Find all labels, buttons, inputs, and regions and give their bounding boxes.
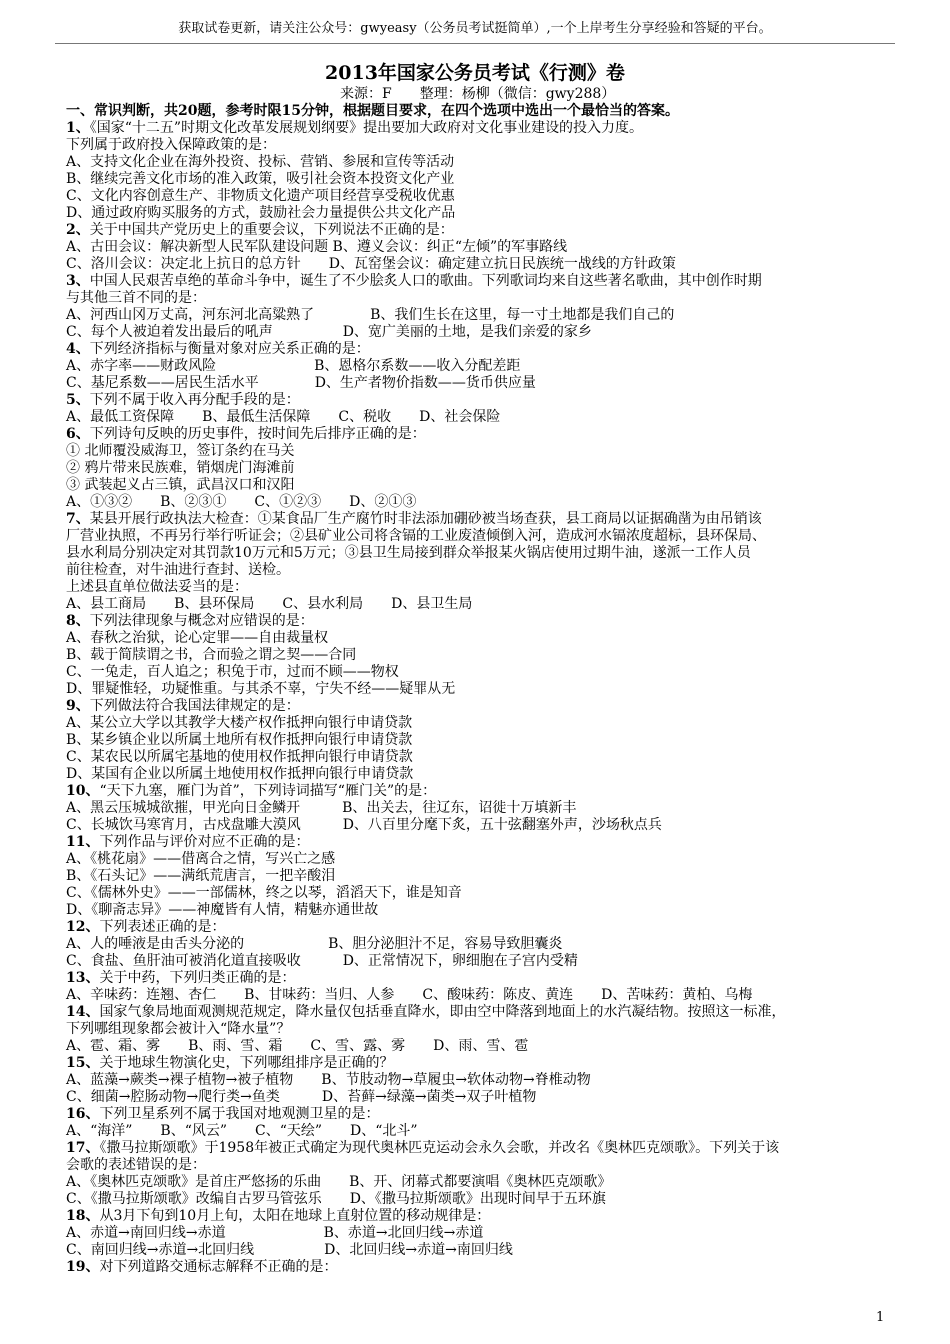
line-text: C、南回归线→赤道→北回归线 D、北回归线→赤道→南回归线 xyxy=(66,1242,513,1258)
line-text: 会歌的表述错误的是： xyxy=(66,1157,206,1173)
option-line xyxy=(66,766,896,783)
question-number: 8、 xyxy=(66,613,90,629)
line-text: A、黑云压城城欲摧，甲光向日金鳞开 B、出关去，往辽东，诏徙十万填新丰 xyxy=(66,800,577,816)
question-number: 15、 xyxy=(66,1055,100,1071)
option-line xyxy=(66,885,896,902)
question-line xyxy=(66,1004,896,1021)
option-line xyxy=(66,749,896,766)
header-note: 获取试卷更新，请关注公众号：gwyeasy（公务员考试挺简单）,一个上岸考生分享经验和答疑的平台。 xyxy=(178,21,772,36)
line-text: D、某国有企业以所属土地使用权作抵押向银行申请贷款 xyxy=(66,766,414,782)
option-line xyxy=(66,358,896,375)
line-text: C、长城饮马寒宵月，古戍盘雕大漠风 D、八百里分麾下炙，五十弦翻塞外声，沙场秋点兵 xyxy=(66,817,662,833)
line-text: 下列诗句反映的历史事件，按时间先后排序正确的是： xyxy=(89,426,426,442)
line-text: ③ 武装起义占三镇，武昌汉口和汉阳 xyxy=(66,477,295,493)
option-line xyxy=(66,171,896,188)
question-number: 1、 xyxy=(66,120,90,136)
option-line xyxy=(66,256,896,273)
option-line xyxy=(66,460,896,477)
line-text: 下列不属于收入再分配手段的是： xyxy=(89,392,300,408)
question-line xyxy=(66,273,896,290)
line-text: A、《桃花扇》——借离合之情，写兴亡之感 xyxy=(66,851,336,867)
question-number: 13、 xyxy=(66,970,100,986)
option-line xyxy=(66,324,896,341)
header-divider xyxy=(55,43,895,44)
question-number: 12、 xyxy=(66,919,100,935)
line-text: 关于中国共产党历史上的重要会议，下列说法不正确的是： xyxy=(89,222,454,238)
option-line xyxy=(66,375,896,392)
line-text: C、基尼系数——居民生活水平 D、生产者物价指数——货币供应量 xyxy=(66,375,536,391)
question-line xyxy=(66,511,896,528)
line-text: 某县开展行政执法大检查：①某食品厂生产腐竹时非法添加硼砂被当场查获，县工商局以证据确凿为由吊销该 xyxy=(89,511,762,527)
line-text: C、食盐、鱼肝油可被消化道直接吸收 D、正常情况下，卵细胞在子宫内受精 xyxy=(66,953,578,969)
line-text: 下列做法符合我国法律规定的是： xyxy=(89,698,300,714)
question-number: 17、 xyxy=(66,1140,100,1156)
question-line xyxy=(66,698,896,715)
line-text: 县水利局分别决定对其罚款10万元和5万元；③县卫生局接到群众举报某火锅店使用过期牛油，遂派一工作人员 xyxy=(66,545,751,561)
option-line xyxy=(66,630,896,647)
line-text: ① 北师覆没威海卫，签订条约在马关 xyxy=(66,443,295,459)
option-line xyxy=(66,154,896,171)
line-text: 下列哪组现象都会被计入“降水量”？ xyxy=(66,1021,291,1037)
line-text: A、河西山冈万丈高，河东河北高粱熟了 B、我们生长在这里，每一寸土地都是我们自己的 xyxy=(66,307,675,323)
line-text: A、支持文化企业在海外投资、投标、营销、参展和宣传等活动 xyxy=(66,154,455,170)
line-text: 下列经济指标与衡量对象对应关系正确的是： xyxy=(89,341,370,357)
line-text: 《撒马拉斯颂歌》于1958年被正式确定为现代奥林匹克运动会永久会歌，并改名《奥林匹克颂歌》。下列关于该 xyxy=(99,1140,780,1156)
line-text: C、《儒林外史》——一部儒林，终之以琴，滔滔天下，谁是知音 xyxy=(66,885,462,901)
question-line xyxy=(66,341,896,358)
option-line xyxy=(66,205,896,222)
line-text: 关于中药，下列归类正确的是： xyxy=(99,970,296,986)
option-line xyxy=(66,1072,896,1089)
question-line xyxy=(66,1259,896,1276)
option-line xyxy=(66,409,896,426)
question-number: 11、 xyxy=(66,834,100,850)
question-line xyxy=(66,613,896,630)
page-number: 1 xyxy=(876,1310,885,1325)
line-text: A、春秋之治狱，论心定罪——自由裁量权 xyxy=(66,630,329,646)
line-text: C、某农民以所属宅基地的使用权作抵押向银行申请贷款 xyxy=(66,749,413,765)
option-line xyxy=(66,817,896,834)
line-text: 《国家“十二五”时期文化改革发展规划纲要》提出要加大政府对文化事业建设的投入力度。 xyxy=(89,120,644,136)
option-line xyxy=(66,477,896,494)
question-number: 14、 xyxy=(66,1004,100,1020)
option-line xyxy=(66,239,896,256)
line-text: A、雹、霜、雾 B、雨、雪、霜 C、雪、露、雾 D、雨、雪、雹 xyxy=(66,1038,529,1054)
line-text: 中国人民艰苦卓绝的革命斗争中，诞生了不少脍炙人口的歌曲。下列歌词均来自这些著名歌曲，其中创作时期 xyxy=(89,273,762,289)
option-line xyxy=(66,1242,896,1259)
line-text: 国家气象局地面观测规范规定，降水量仅包括垂直降水，即由空中降落到地面上的水汽凝结物。按照这一标准， xyxy=(99,1004,786,1020)
option-line xyxy=(66,953,896,970)
line-text: A、辛味药：连翘、杏仁 B、甘味药：当归、人参 C、酸味药：陈皮、黄连 D、苦味药：黄柏、乌梅 xyxy=(66,987,753,1003)
line-text: C、一兔走，百人追之；积兔于市，过而不顾——物权 xyxy=(66,664,399,680)
question-line xyxy=(66,1140,896,1157)
option-line xyxy=(66,562,896,579)
question-line xyxy=(66,1106,896,1123)
question-number: 6、 xyxy=(66,426,90,442)
option-line xyxy=(66,579,896,596)
line-text: A、人的唾液是由舌头分泌的 B、胆分泌胆汁不足，容易导致胆囊炎 xyxy=(66,936,563,952)
line-text: A、①③② B、②③① C、①②③ D、②①③ xyxy=(66,494,417,510)
option-line xyxy=(66,1174,896,1191)
option-line xyxy=(66,1123,896,1140)
document-title: 2013年国家公务员考试《行测》卷 xyxy=(325,62,625,84)
option-line xyxy=(66,137,896,154)
line-text: C、细菌→腔肠动物→爬行类→鱼类 D、苔藓→绿藻→菌类→双子叶植物 xyxy=(66,1089,537,1105)
line-text: A、赤字率——财政风险 B、恩格尔系数——收入分配差距 xyxy=(66,358,521,374)
option-line xyxy=(66,732,896,749)
option-line xyxy=(66,987,896,1004)
question-line xyxy=(66,783,896,800)
question-line xyxy=(66,919,896,936)
question-line xyxy=(66,392,896,409)
option-line xyxy=(66,1038,896,1055)
line-text: A、“海洋” B、“风云” C、“天绘” D、“北斗” xyxy=(66,1123,418,1139)
option-line xyxy=(66,800,896,817)
option-line xyxy=(66,647,896,664)
line-text: D、罪疑惟轻，功疑惟重。与其杀不辜，宁失不经——疑罪从无 xyxy=(66,681,456,697)
question-number: 10、 xyxy=(66,783,100,799)
question-number: 18、 xyxy=(66,1208,100,1224)
question-number: 9、 xyxy=(66,698,90,714)
question-line xyxy=(66,222,896,239)
option-line xyxy=(66,1157,896,1174)
question-number: 7、 xyxy=(66,511,90,527)
line-text: 下列卫星系列不属于我国对地观测卫星的是： xyxy=(99,1106,380,1122)
line-text: 与其他三首不同的是： xyxy=(66,290,206,306)
line-text: A、赤道→南回归线→赤道 B、赤道→北回归线→赤道 xyxy=(66,1225,484,1241)
question-line xyxy=(66,1208,896,1225)
option-line xyxy=(66,851,896,868)
line-text: 关于地球生物演化史，下列哪组排序是正确的？ xyxy=(99,1055,394,1071)
question-number: 3、 xyxy=(66,273,90,289)
question-line xyxy=(66,834,896,851)
line-text: C、洛川会议：决定北上抗日的总方针 D、瓦窑堡会议：确定建立抗日民族统一战线的方针政策 xyxy=(66,256,676,272)
question-content xyxy=(66,103,896,1276)
option-line xyxy=(66,868,896,885)
line-text: 下列属于政府投入保障政策的是： xyxy=(66,137,276,153)
option-line xyxy=(66,443,896,460)
line-text: D、《聊斋志异》——神魔皆有人情，精魅亦通世故 xyxy=(66,902,379,918)
question-number: 4、 xyxy=(66,341,90,357)
line-text: 上述县直单位做法妥当的是： xyxy=(66,579,248,595)
option-line xyxy=(66,528,896,545)
option-line xyxy=(66,188,896,205)
line-text: 从3月下旬到10月上旬，太阳在地球上直射位置的移动规律是： xyxy=(99,1208,491,1224)
question-number: 16、 xyxy=(66,1106,100,1122)
option-line xyxy=(66,545,896,562)
line-text: A、蓝藻→蕨类→裸子植物→被子植物 B、节肢动物→草履虫→软体动物→脊椎动物 xyxy=(66,1072,591,1088)
option-line xyxy=(66,902,896,919)
question-line xyxy=(66,426,896,443)
option-line xyxy=(66,596,896,613)
line-text: 前往检查，对牛油进行查封、送检。 xyxy=(66,562,290,578)
question-number: 19、 xyxy=(66,1259,100,1275)
option-line xyxy=(66,1089,896,1106)
line-text: C、《撒马拉斯颂歌》改编自古罗马管弦乐 D、《撒马拉斯颂歌》出现时间早于五环旗 xyxy=(66,1191,606,1207)
line-text: A、县工商局 B、县环保局 C、县水利局 D、县卫生局 xyxy=(66,596,473,612)
line-text: B、《石头记》——满纸荒唐言，一把辛酸泪 xyxy=(66,868,336,884)
line-text: 下列作品与评价对应不正确的是： xyxy=(99,834,310,850)
question-lines xyxy=(66,120,896,1276)
line-text: B、某乡镇企业以所属土地所有权作抵押向银行申请贷款 xyxy=(66,732,413,748)
line-text: A、某公立大学以其教学大楼产权作抵押向银行申请贷款 xyxy=(66,715,413,731)
document-source: 来源：F 整理：杨柳（微信：gwy288） xyxy=(340,86,616,102)
option-line xyxy=(66,936,896,953)
option-line xyxy=(66,664,896,681)
question-line xyxy=(66,120,896,137)
line-text: ② 鸦片带来民族难，销烟虎门海滩前 xyxy=(66,460,295,476)
line-text: B、继续完善文化市场的准入政策，吸引社会资本投资文化产业 xyxy=(66,171,455,187)
question-number: 2、 xyxy=(66,222,90,238)
question-line xyxy=(66,970,896,987)
option-line xyxy=(66,1191,896,1208)
line-text: D、通过政府购买服务的方式，鼓励社会力量提供公共文化产品 xyxy=(66,205,456,221)
line-text: C、每个人被迫着发出最后的吼声 D、宽广美丽的土地，是我们亲爱的家乡 xyxy=(66,324,592,340)
line-text: 厂营业执照，不再另行举行听证会；②县矿业公司将含镉的工业废渣倾倒入河，造成河水镉浓度超标，县环保局、 xyxy=(66,528,766,544)
line-text: 下列法律现象与概念对应错误的是： xyxy=(89,613,314,629)
question-number: 5、 xyxy=(66,392,90,408)
line-text: 下列表述正确的是： xyxy=(99,919,226,935)
line-text: A、《奥林匹克颂歌》是首庄严悠扬的乐曲 B、开、闭幕式都要演唱《奥林匹克颂歌》 xyxy=(66,1174,612,1190)
line-text: B、载于简牍谓之书，合而验之谓之契——合同 xyxy=(66,647,357,663)
option-line xyxy=(66,1021,896,1038)
option-line xyxy=(66,681,896,698)
question-line xyxy=(66,1055,896,1072)
option-line xyxy=(66,290,896,307)
section-heading: 一、常识判断，共20题，参考时限15分钟，根据题目要求，在四个选项中选出一个最恰当的答案。 xyxy=(66,103,679,119)
option-line xyxy=(66,307,896,324)
line-text: A、最低工资保障 B、最低生活保障 C、税收 D、社会保险 xyxy=(66,409,501,425)
option-line xyxy=(66,1225,896,1242)
line-text: C、文化内容创意生产、非物质文化遗产项目经营享受税收优惠 xyxy=(66,188,455,204)
line-text: 对下列道路交通标志解释不正确的是： xyxy=(99,1259,338,1275)
option-line xyxy=(66,715,896,732)
line-text: “天下九塞，雁门为首”，下列诗词描写“雁门关”的是： xyxy=(99,783,437,799)
option-line xyxy=(66,494,896,511)
line-text: A、古田会议：解决新型人民军队建设问题 B、遵义会议：纠正“左倾”的军事路线 xyxy=(66,239,568,255)
